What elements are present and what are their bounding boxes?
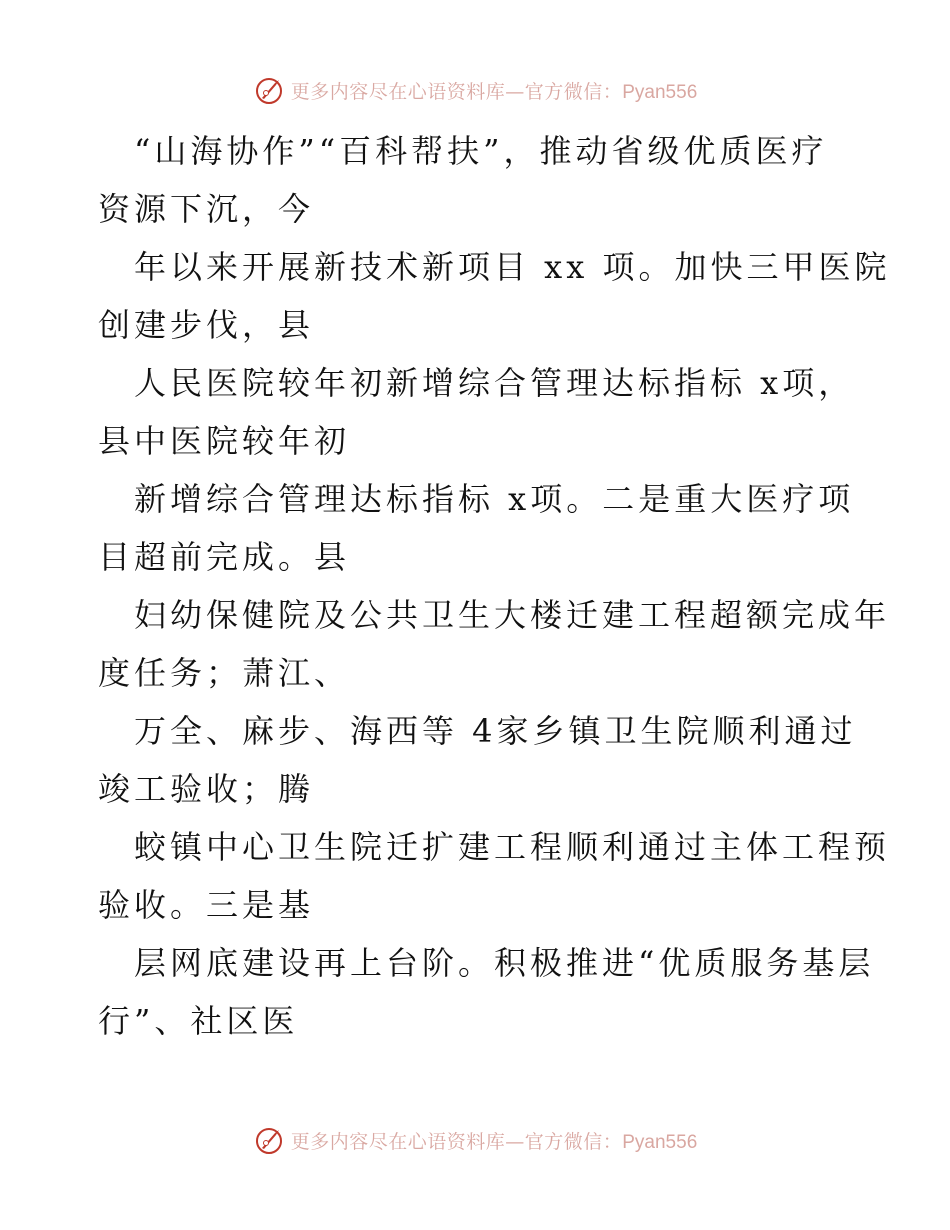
text-line: 人民医院较年初新增综合管理达标指标 x项， — [134, 364, 855, 402]
header-watermark — [0, 70, 950, 110]
text-line: 度任务；萧江、 — [98, 654, 351, 692]
footer-watermark — [0, 1120, 950, 1160]
text-line: 万全、麻步、海西等 4家乡镇卫生院顺利通过 — [134, 712, 857, 750]
text-line: 资源下沉，今 — [98, 190, 315, 228]
text-line: 妇幼保健院及公共卫生大楼迁建工程超额完成年 — [134, 596, 891, 634]
text-line: 创建步伐，县 — [98, 306, 315, 344]
text-line: 行”、社区医 — [98, 1002, 299, 1040]
quill-circle-icon — [253, 74, 285, 106]
text-line: 验收。三是基 — [98, 886, 315, 924]
watermark-text: 更多内容尽在心语资料库—官方微信：Pyan556 — [290, 1130, 698, 1153]
text-line: 目超前完成。县 — [98, 538, 351, 576]
text-line: 蛟镇中心卫生院迁扩建工程顺利通过主体工程预 — [134, 828, 891, 866]
text-line: 层网底建设再上台阶。积极推进“优质服务基层 — [134, 944, 875, 982]
quill-circle-icon — [253, 1124, 285, 1156]
text-line: 竣工验收；腾 — [98, 770, 315, 808]
document-body — [98, 122, 891, 1050]
text-line: “山海协作”“百科帮扶”，推动省级优质医疗 — [134, 132, 828, 170]
watermark-text: 更多内容尽在心语资料库—官方微信：Pyan556 — [290, 80, 698, 103]
text-line: 县中医院较年初 — [98, 422, 351, 460]
text-line: 年以来开展新技术新项目 xx 项。加快三甲医院 — [134, 248, 891, 286]
text-line: 新增综合管理达标指标 x项。二是重大医疗项 — [134, 480, 855, 518]
